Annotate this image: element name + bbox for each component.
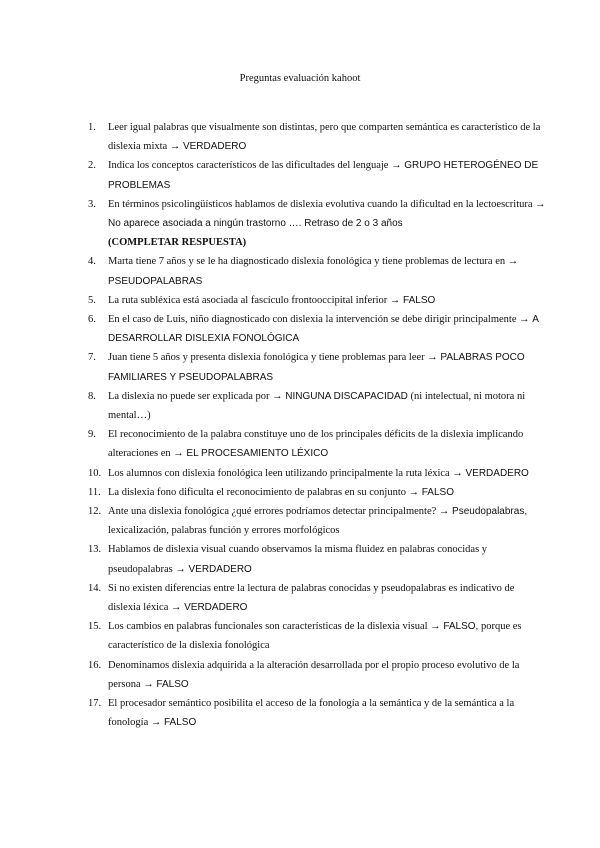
answer-text: EL PROCESAMIENTO LÉXICO bbox=[186, 448, 329, 460]
answer-text: FALSO bbox=[156, 678, 189, 690]
answer-text: VERDADERO bbox=[182, 141, 247, 153]
question-text: El procesador semántico posibilita el acceso de la fonología a la semántica y de la semántica a la fonología → bbox=[108, 698, 515, 729]
item-number: 4. bbox=[88, 256, 96, 268]
answer-note: lexicalización, palabras función y errores morfológicos bbox=[108, 525, 340, 537]
item-number: 16. bbox=[88, 659, 102, 671]
answer-text: Pseudopalabras, bbox=[452, 506, 528, 518]
answer-text: A DESARROLLAR DISLEXIA FONOLÓGICA bbox=[108, 314, 539, 345]
list-item bbox=[88, 579, 548, 617]
list-item bbox=[88, 694, 548, 732]
item-number: 8. bbox=[88, 390, 96, 402]
item-number: 10. bbox=[88, 467, 102, 479]
item-number: 9. bbox=[88, 429, 96, 441]
question-text: Ante una dislexia fonológica ¿qué errores podríamos detectar principalmente? → bbox=[108, 506, 453, 518]
question-text: Leer igual palabras que visualmente son distintas, pero que comparten semántica es característico de la dislexia mixta → bbox=[108, 122, 541, 153]
item-number: 11. bbox=[88, 486, 101, 498]
question-text: La ruta subléxica está asociada al fascículo frontooccipital inferior → bbox=[108, 294, 404, 306]
question-text: Indica los conceptos característicos de las dificultades del lenguaje → bbox=[108, 160, 405, 172]
list-item bbox=[88, 195, 548, 253]
question-text: Los cambios en palabras funcionales son características de la dislexia visual → bbox=[108, 621, 444, 633]
item-number: 15. bbox=[88, 621, 102, 633]
list-item bbox=[88, 483, 548, 502]
list-item bbox=[88, 464, 548, 483]
answer-text: PALABRAS POCO FAMILIARES Y PSEUDOPALABRAS bbox=[108, 352, 525, 383]
list-item bbox=[88, 156, 548, 194]
answer-text: FALSO bbox=[403, 294, 436, 306]
item-number: 1. bbox=[88, 122, 96, 133]
list-item bbox=[88, 617, 548, 655]
question-text: Denominamos dislexia adquirida a la alteración desarrollada por el propio proceso evolutivo de la persona → bbox=[108, 659, 520, 690]
item-number: 14. bbox=[88, 582, 102, 594]
complete-answer-note: (COMPLETAR RESPUESTA) bbox=[108, 237, 247, 249]
answer-text: FALSO bbox=[164, 717, 197, 729]
answer-text: FALSO bbox=[421, 486, 454, 498]
item-number: 7. bbox=[88, 352, 96, 364]
answer-text: FALSO, bbox=[443, 621, 479, 633]
question-list bbox=[88, 118, 548, 733]
question-text: En términos psicolingüísticos hablamos de dislexia evolutiva cuando la dificultad en la lectoescritura → bbox=[108, 198, 546, 210]
question-text: En el caso de Luis, niño diagnosticado con dislexia la intervención se debe dirigir principalmente → bbox=[108, 314, 533, 326]
list-item bbox=[88, 118, 548, 156]
answer-note: porque es característico de la dislexia fonológica bbox=[108, 621, 522, 652]
list-item bbox=[88, 291, 548, 310]
list-item bbox=[88, 540, 548, 578]
question-text: El reconocimiento de la palabra constituye uno de los principales déficits de la dislexia implicando alteraciones en → bbox=[108, 429, 524, 460]
list-item bbox=[88, 387, 548, 425]
answer-text: GRUPO HETEROGÉNEO DE PROBLEMAS bbox=[108, 160, 539, 191]
page-title: Preguntas evaluación kahoot bbox=[239, 73, 361, 84]
question-text: La dislexia fono dificulta el reconocimiento de palabras en su conjunto → bbox=[108, 486, 422, 498]
item-number: 2. bbox=[88, 160, 96, 172]
item-number: 13. bbox=[88, 544, 102, 556]
question-text: Si no existen diferencias entre la lectura de palabras conocidas y pseudopalabras es indicativo de dislexia léxica → bbox=[108, 582, 515, 614]
question-text: Marta tiene 7 años y se le ha diagnosticado dislexia fonológica y tiene problemas de lectura en → bbox=[108, 256, 519, 268]
answer-text: PSEUDOPALABRAS bbox=[108, 275, 203, 287]
answer-note: (ni intelectual, ni motora ni mental…) bbox=[108, 390, 526, 422]
list-item bbox=[88, 348, 548, 386]
answer-text: VERDADERO bbox=[184, 602, 248, 614]
list-item bbox=[88, 310, 548, 348]
question-text: Los alumnos con dislexia fonológica leen utilizando principalmente la ruta léxica → bbox=[108, 467, 466, 479]
item-number: 3. bbox=[88, 198, 96, 210]
answer-text: VERDADERO bbox=[188, 563, 252, 575]
list-item bbox=[88, 252, 548, 290]
question-text: Hablamos de dislexia visual cuando observamos la misma fluidez en palabras conocidas y pseudopalabras → bbox=[108, 544, 488, 575]
question-text: La dislexia no puede ser explicada por → bbox=[108, 390, 286, 402]
item-number: 6. bbox=[88, 314, 96, 326]
item-number: 12. bbox=[88, 506, 102, 518]
answer-text: NINGUNA DISCAPACIDAD bbox=[285, 390, 408, 402]
answer-text: VERDADERO bbox=[465, 467, 529, 479]
answer-text: No aparece asociada a ningún trastorno …. Retraso de 2 o 3 años bbox=[108, 218, 403, 230]
list-item bbox=[88, 656, 548, 694]
item-number: 17. bbox=[88, 698, 102, 710]
list-item bbox=[88, 502, 548, 540]
item-number: 5. bbox=[88, 294, 96, 306]
list-item bbox=[88, 425, 548, 463]
question-text: Juan tiene 5 años y presenta dislexia fonológica y tiene problemas para leer → bbox=[108, 352, 441, 364]
